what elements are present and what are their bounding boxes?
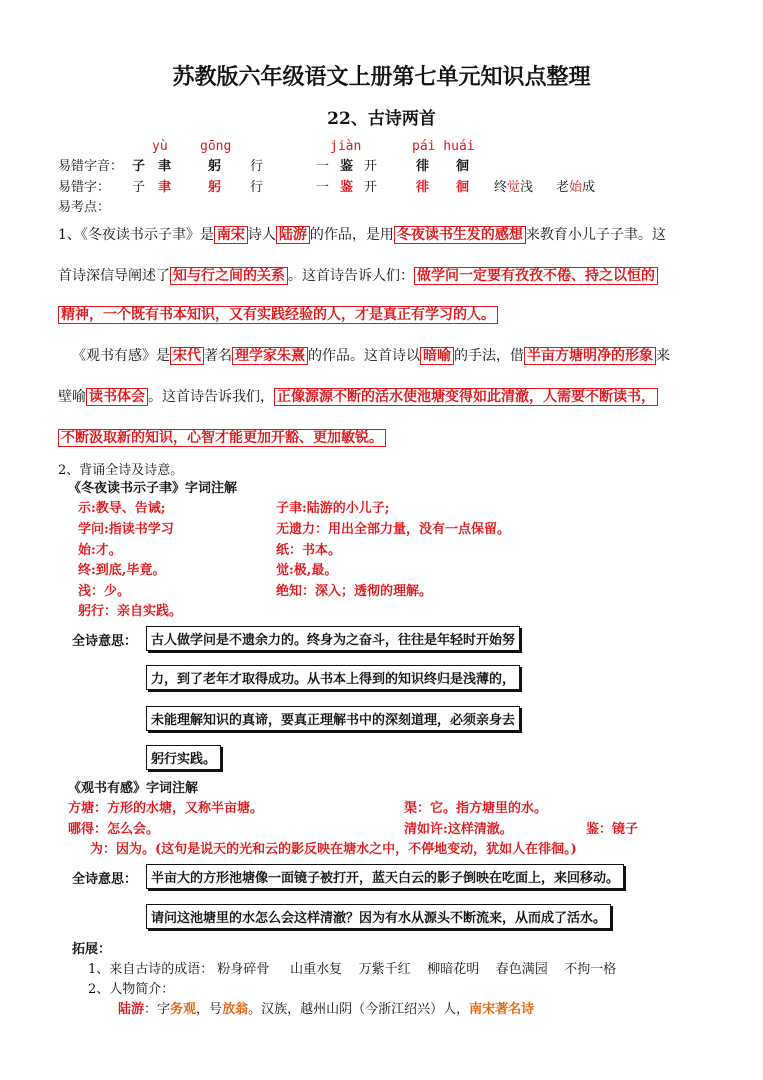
meaning2-label: 全诗意思： — [72, 872, 138, 887]
meaning2-line2: 请问这池塘里的水怎么会这样清澈？因为有水从源头不断流来，从而成了活水。 — [146, 904, 611, 929]
wc-7: 开 — [364, 180, 378, 195]
wp-1: 子 — [132, 159, 146, 174]
wp-4: 行 — [250, 159, 264, 174]
notes1-left-1: 示:教导、告诫; — [78, 501, 166, 516]
extension-heading: 拓展： — [72, 942, 112, 957]
test-points-label: 易考点： — [58, 200, 111, 215]
lesson-title: 22、古诗两首 — [327, 109, 436, 129]
people-heading: 2、人物简介： — [88, 982, 175, 997]
notes2-6: 为：因为。(这句是说天的光和云的影反映在塘水之中，不停地变动，犹如人在徘徊。) — [90, 842, 577, 857]
idioms-line: 1、来自古诗的成语： 粉身碎骨 山重水复 万紫千红 柳暗花明 春色满园 不拘一格 — [88, 962, 617, 977]
idiom-5: 春色满园 — [495, 962, 548, 977]
wp-5: 一 — [316, 159, 330, 174]
wp-3: 躬 — [208, 159, 222, 174]
wrong-pron-row — [58, 155, 123, 174]
notes1-left-6: 躬行：亲自实践。 — [78, 604, 183, 619]
wc-9: 徊 — [456, 180, 470, 195]
wc-3: 躬 — [208, 180, 222, 195]
meaning1-line3: 未能理解知识的真谛，要真正理解书中的深刻道理，必须亲身去 — [146, 706, 520, 731]
page-title: 苏教版六年级语文上册第七单元知识点整理 — [172, 64, 591, 90]
wrong-pron-label: 易错字音： — [58, 159, 124, 174]
para1-line2: 首诗深信导阐述了 知与行之间的关系 。这首诗告诉人们： 做学问一定要有孜孜不倦、持之以恒的 — [58, 265, 658, 285]
notes1-right-4: 觉:极,最。 — [276, 563, 338, 578]
wc-5: 一 — [316, 180, 330, 195]
notes1-left-4: 终:到底,毕竟。 — [78, 563, 166, 578]
wp-9: 徊 — [456, 159, 470, 174]
para1-line3: 精神，一个既有书本知识，又有实践经验的人，才是真正有学习的人。 — [58, 304, 498, 324]
meaning2-line1: 半亩大的方形池塘像一面镜子被打开，蓝天白云的影子倒映在吃面上，来回移动。 — [146, 864, 624, 889]
luyou-line: 陆游：字务观，号放翁。汉族，越州山阴（今浙江绍兴）人，南宋著名诗 — [118, 1002, 535, 1017]
notes1-right-2: 无遗力：用出全部力量，没有一点保留。 — [276, 522, 511, 537]
wp-6: 鉴 — [340, 159, 354, 174]
notes2-3: 哪得：怎么会。 — [68, 822, 160, 837]
wc-6: 鉴 — [340, 180, 354, 195]
wc-2: 聿 — [158, 180, 172, 195]
pinyin-paihuai: pái huái — [412, 139, 475, 154]
wp-2: 聿 — [158, 159, 172, 174]
notes2-heading: 《观书有感》字词注解 — [68, 781, 199, 796]
para1-line1: 1、《冬夜读书示子聿》是 南宋 诗人 陆游 的作品，是用 冬夜读书生发的感想 来教育小儿子子聿。这 — [58, 227, 666, 243]
notes2-4: 清如许:这样清澈。 — [404, 822, 513, 837]
wc-phrase-2: 老始成 — [556, 180, 596, 195]
para2-line1: 《观书有感》是 宋代 著名 理学家朱熹 的作品。这首诗以 暗喻 的手法，借 半亩方塘明净的形象 来 — [72, 348, 670, 364]
wp-8: 徘 — [416, 159, 430, 174]
para2-line3: 不断汲取新的知识，心智才能更加开豁、更加敏锐。 — [58, 427, 386, 447]
wrong-char-label: 易错字： — [58, 180, 111, 195]
notes1-left-2: 学问:指读书学习 — [78, 522, 174, 537]
wc-1: 子 — [132, 180, 146, 195]
meaning1-line2: 力，到了老年才取得成功。从书本上得到的知识终归是浅薄的， — [146, 665, 520, 690]
notes2-5: 鉴：镜子 — [586, 822, 639, 837]
meaning1-line1: 古人做学问是不遗余力的。终身为之奋斗，往往是年轻时开始努 — [146, 626, 520, 651]
notes1-right-5: 绝知：深入；透彻的理解。 — [276, 584, 433, 599]
notes2-1: 方塘：方形的水塘，又称半亩塘。 — [68, 801, 264, 816]
meaning1-line4: 躬行实践。 — [146, 745, 221, 770]
pinyin-gong: gōng — [200, 139, 232, 154]
notes1-heading: 《冬夜读书示子聿》字词注解 — [68, 481, 238, 496]
idiom-6: 不拘一格 — [564, 962, 617, 977]
section2-heading: 2、背诵全诗及诗意。 — [58, 463, 184, 478]
idiom-4: 柳暗花明 — [427, 962, 480, 977]
wp-7: 开 — [364, 159, 378, 174]
idiom-3: 万紫千红 — [358, 962, 411, 977]
wc-4: 行 — [250, 180, 264, 195]
notes1-right-1: 子聿:陆游的小儿子; — [276, 501, 390, 516]
meaning1-label: 全诗意思： — [72, 634, 138, 649]
notes1-right-3: 纸：书本。 — [276, 543, 342, 558]
wc-8: 徘 — [416, 180, 430, 195]
para2-line2: 壁喻 读书体会 。这首诗告诉我们， 正像源源不断的活水使池塘变得如此清澈，人需要不断读书， — [58, 386, 658, 406]
notes1-left-3: 始:才。 — [78, 543, 122, 558]
notes1-left-5: 浅：少。 — [78, 584, 131, 599]
wc-phrase-1: 终觉浅 — [494, 180, 534, 195]
idiom-1: 粉身碎骨 — [217, 962, 270, 977]
pinyin-jian: jiàn — [330, 139, 362, 154]
pinyin-yu: yù — [152, 139, 168, 154]
idiom-2: 山重水复 — [290, 962, 343, 977]
notes2-2: 渠：它。指方塘里的水。 — [404, 801, 548, 816]
